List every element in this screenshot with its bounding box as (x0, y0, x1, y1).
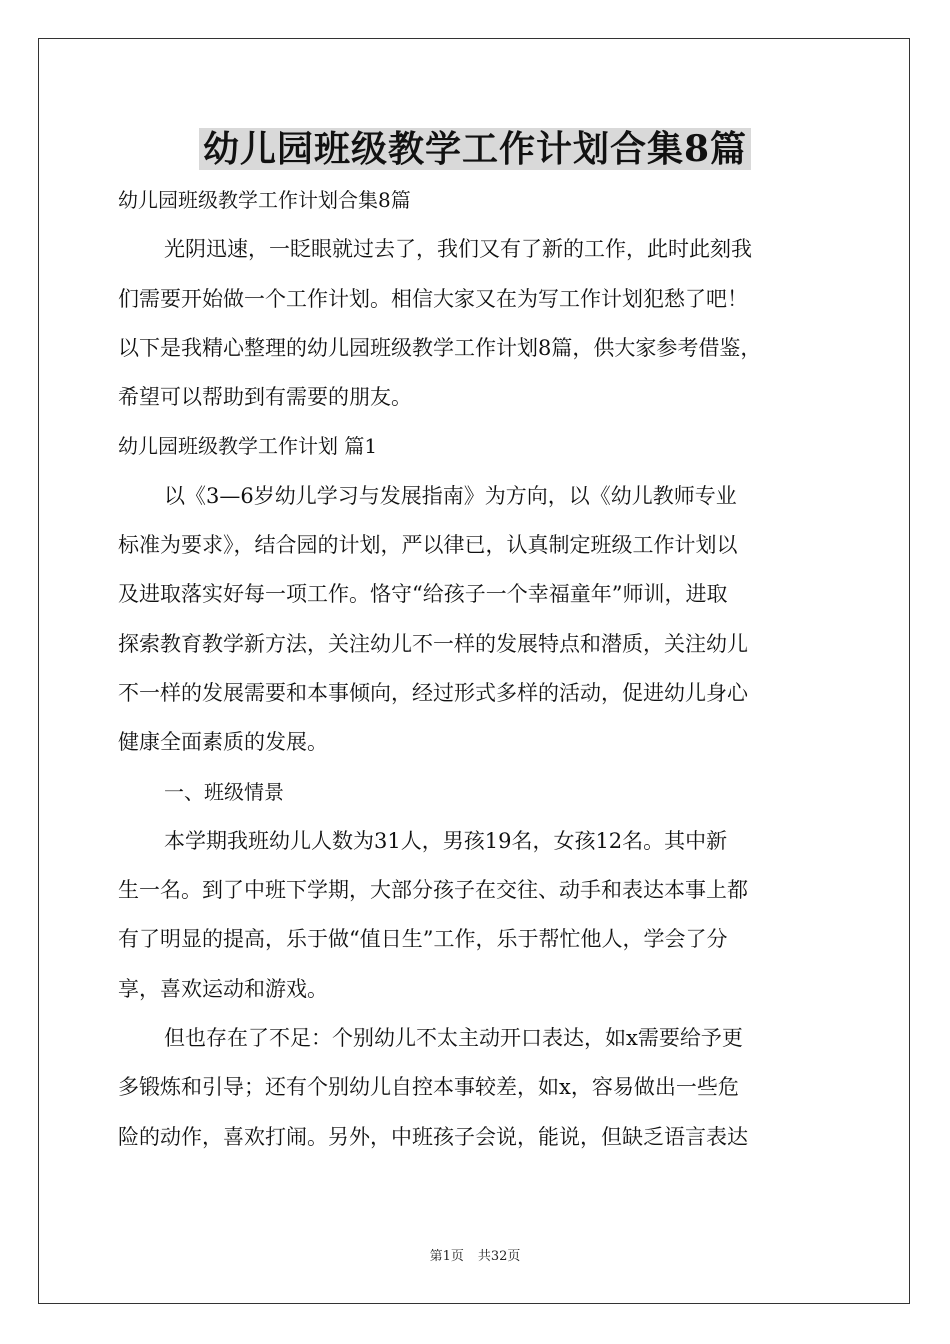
paragraph-class-size (118, 817, 838, 1014)
class-situation-heading: 一、班级情景 (164, 779, 284, 804)
page-footer (0, 1247, 950, 1267)
paragraph-line: 健康全面素质的发展。 (118, 730, 328, 755)
paragraph-line: 们需要开始做一个工作计划。相信大家又在为写工作计划犯愁了吧！ (118, 286, 748, 311)
paragraph-line: 险的动作，喜欢打闹。另外，中班孩子会说，能说，但缺乏语言表达 (118, 1124, 748, 1149)
paragraph-line: 不一样的发展需要和本事倾向，经过形式多样的活动，促进幼儿身心 (118, 680, 748, 705)
document-title-text: 幼儿园班级教学工作计划合集8篇 (199, 128, 751, 170)
paragraph-line: 希望可以帮助到有需要的朋友。 (118, 385, 412, 410)
paragraph-line: 标准为要求》，结合园的计划，严以律已，认真制定班级工作计划以 (118, 533, 738, 558)
section-heading: 幼儿园班级教学工作计划 篇1 (118, 434, 378, 459)
document-body (118, 176, 838, 1162)
paragraph-line: 以《3—6岁幼儿学习与发展指南》为方向，以《幼儿教师专业 (164, 483, 737, 508)
page-number: 第1页 (429, 1249, 464, 1264)
paragraph-line: 但也存在了不足：个别幼儿不太主动开口表达，如x需要给予更 (164, 1026, 743, 1051)
paragraph-line: 以下是我精心整理的幼儿园班级教学工作计划8篇，供大家参考借鉴， (118, 335, 762, 360)
paragraph-line: 探索教育教学新方法，关注幼儿不一样的发展特点和潜质，关注幼儿 (118, 631, 748, 656)
paragraph-shortcomings (118, 1014, 838, 1162)
document-subtitle: 幼儿园班级教学工作计划合集8篇 (118, 188, 411, 212)
paragraph-guidance (118, 472, 838, 768)
paragraph-line: 及进取落实好每一项工作。恪守“给孩子一个幸福童年”师训，进取 (118, 582, 728, 607)
paragraph-line: 多锻炼和引导；还有个别幼儿自控本事较差，如x，容易做出一些危 (118, 1075, 739, 1100)
paragraph-line: 光阴迅速，一眨眼就过去了，我们又有了新的工作，此时此刻我 (164, 237, 752, 262)
document-title (0, 124, 950, 174)
intro-paragraph (118, 225, 838, 422)
page-total: 共32页 (477, 1249, 521, 1264)
paragraph-line: 有了明显的提高，乐于做“值日生”工作，乐于帮忙他人，学会了分 (118, 927, 728, 952)
paragraph-line: 生一名。到了中班下学期，大部分孩子在交往、动手和表达本事上都 (118, 878, 748, 903)
paragraph-line: 享，喜欢运动和游戏。 (118, 976, 328, 1001)
paragraph-line: 本学期我班幼儿人数为31人，男孩19名，女孩12名。其中新 (164, 828, 728, 853)
